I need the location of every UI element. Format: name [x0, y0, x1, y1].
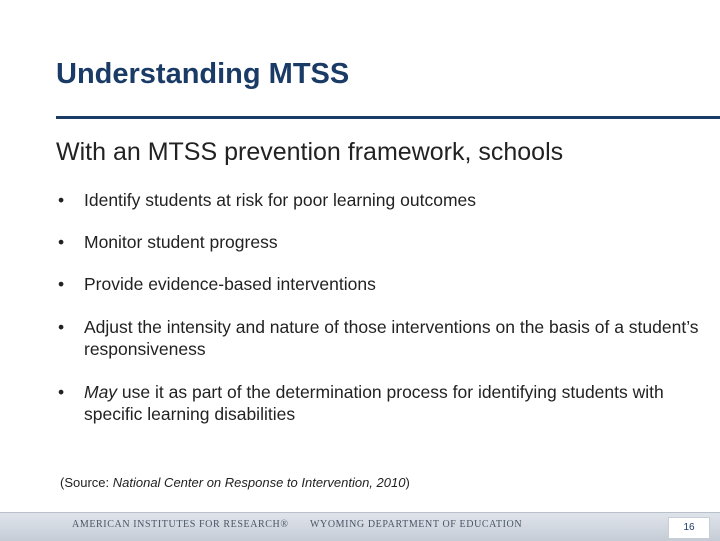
title-divider: [56, 116, 720, 119]
bullet-marker: •: [58, 274, 65, 294]
bullet-item: [56, 316, 716, 360]
bullet-item: [56, 381, 716, 425]
footer-org-air: AMERICAN INSTITUTES FOR RESEARCH®: [72, 519, 289, 530]
bullet-item: [56, 231, 716, 253]
bullet-emphasis: May: [84, 382, 118, 402]
page-number: 16: [668, 517, 710, 539]
bullet-marker: •: [58, 382, 65, 402]
source-citation: (Source: National Center on Response to Intervention, 2010): [60, 475, 410, 490]
bullet-text: Monitor student progress: [84, 232, 278, 252]
bullet-text: Adjust the intensity and nature of those interventions on the basis of a student’s responsiveness: [84, 317, 699, 359]
bullet-item: [56, 189, 716, 211]
footer-org-wde: WYOMING DEPARTMENT OF EDUCATION: [310, 519, 523, 530]
bullet-item: [56, 273, 716, 295]
source-title: National Center on Response to Intervention, 2010: [112, 475, 406, 490]
bullet-marker: •: [58, 232, 65, 252]
bullet-text: Provide evidence-based interventions: [84, 274, 376, 294]
bullet-marker: •: [58, 317, 65, 337]
slide-title: Understanding MTSS: [56, 58, 350, 90]
intro-text: With an MTSS prevention framework, schools: [56, 138, 564, 166]
bullet-text: May use it as part of the determination process for identifying students with specific learning disabilities: [84, 382, 664, 424]
bullet-marker: •: [58, 190, 65, 210]
bullet-text: Identify students at risk for poor learning outcomes: [84, 190, 477, 210]
